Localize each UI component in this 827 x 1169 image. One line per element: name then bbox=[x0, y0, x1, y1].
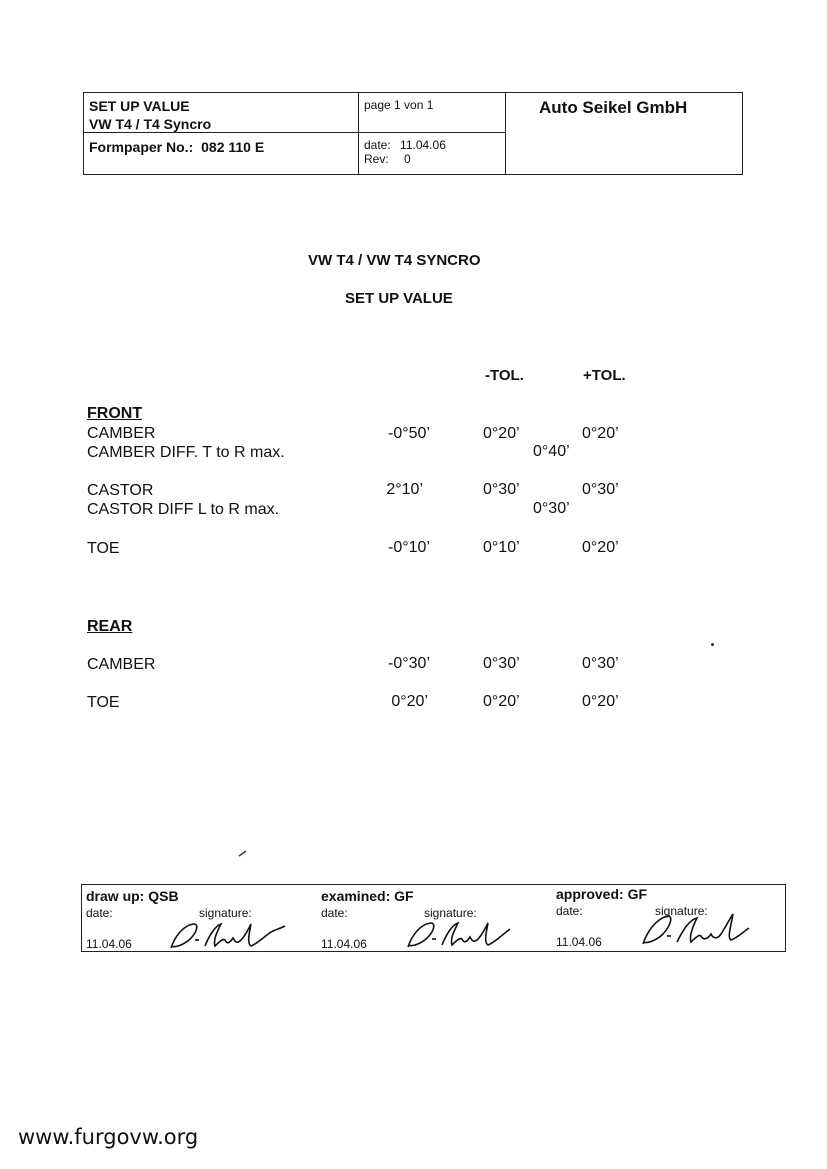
row-label-front-castor: CASTOR bbox=[87, 482, 154, 499]
scan-mark bbox=[711, 643, 714, 646]
header-date bbox=[364, 138, 446, 152]
front-camber-minus-tol: 0°20’ bbox=[483, 425, 520, 442]
rear-toe-value: 0°20’ bbox=[391, 693, 428, 710]
company-name: Auto Seikel GmbH bbox=[539, 98, 688, 117]
page-info: page 1 von 1 bbox=[364, 98, 434, 112]
examined-signature-label: signature: bbox=[424, 906, 477, 920]
column-minus-tol: -TOL. bbox=[485, 367, 524, 384]
draw-up-date-label: date: bbox=[86, 906, 113, 920]
row-label-front-castor-diff: CASTOR DIFF L to R max. bbox=[87, 501, 280, 518]
section-front: FRONT bbox=[87, 405, 143, 422]
date-value: 11.04.06 bbox=[400, 138, 446, 152]
header-rev bbox=[364, 152, 411, 166]
rev-label: Rev: bbox=[364, 152, 389, 166]
formpaper-number bbox=[89, 139, 264, 155]
approved-signature bbox=[637, 910, 757, 950]
front-castor-value: 2°10’ bbox=[386, 481, 423, 498]
row-label-rear-camber: CAMBER bbox=[87, 656, 156, 673]
front-camber-value: -0°50’ bbox=[388, 425, 430, 442]
rev-value: 0 bbox=[404, 152, 411, 166]
section-rear: REAR bbox=[87, 618, 133, 635]
header-divider bbox=[505, 92, 506, 175]
approved-signature-label: signature: bbox=[655, 904, 708, 918]
draw-up-label: draw up: QSB bbox=[86, 888, 179, 904]
front-castor-plus-tol: 0°30’ bbox=[582, 481, 619, 498]
form-subtitle: VW T4 / T4 Syncro bbox=[89, 116, 212, 132]
scan-mark bbox=[238, 849, 248, 857]
rear-toe-plus-tol: 0°20’ bbox=[582, 693, 619, 710]
front-toe-minus-tol: 0°10’ bbox=[483, 539, 520, 556]
front-camber-plus-tol: 0°20’ bbox=[582, 425, 619, 442]
rear-camber-value: -0°30’ bbox=[388, 655, 430, 672]
rear-camber-minus-tol: 0°30’ bbox=[483, 655, 520, 672]
approved-date-label: date: bbox=[556, 904, 583, 918]
draw-up-signature bbox=[165, 918, 290, 954]
examined-signature bbox=[402, 917, 522, 953]
front-toe-plus-tol: 0°20’ bbox=[582, 539, 619, 556]
header-divider bbox=[358, 92, 359, 175]
examined-label: examined: GF bbox=[321, 888, 414, 904]
formpaper-value: 082 110 E bbox=[201, 139, 265, 155]
front-toe-value: -0°10’ bbox=[388, 539, 430, 556]
examined-date: 11.04.06 bbox=[321, 937, 367, 951]
rear-camber-plus-tol: 0°30’ bbox=[582, 655, 619, 672]
front-camber-diff-value: 0°40’ bbox=[533, 443, 570, 460]
date-label: date: bbox=[364, 138, 391, 152]
document-title: VW T4 / VW T4 SYNCRO bbox=[308, 252, 481, 269]
examined-date-label: date: bbox=[321, 906, 348, 920]
front-castor-minus-tol: 0°30’ bbox=[483, 481, 520, 498]
column-plus-tol: +TOL. bbox=[583, 367, 626, 384]
draw-up-signature-label: signature: bbox=[199, 906, 252, 920]
approved-date: 11.04.06 bbox=[556, 935, 602, 949]
front-castor-diff-value: 0°30’ bbox=[533, 500, 570, 517]
formpaper-label: Formpaper No.: bbox=[89, 139, 194, 155]
document-subtitle: SET UP VALUE bbox=[345, 290, 453, 307]
approved-label: approved: GF bbox=[556, 886, 648, 902]
row-label-front-camber-diff: CAMBER DIFF. T to R max. bbox=[87, 444, 285, 461]
draw-up-date: 11.04.06 bbox=[86, 937, 132, 951]
row-label-front-camber: CAMBER bbox=[87, 425, 156, 442]
website-watermark: www.furgovw.org bbox=[18, 1125, 199, 1149]
row-label-rear-toe: TOE bbox=[87, 694, 120, 711]
form-title: SET UP VALUE bbox=[89, 98, 190, 114]
row-label-front-toe: TOE bbox=[87, 540, 120, 557]
rear-toe-minus-tol: 0°20’ bbox=[483, 693, 520, 710]
header-divider bbox=[83, 132, 505, 133]
